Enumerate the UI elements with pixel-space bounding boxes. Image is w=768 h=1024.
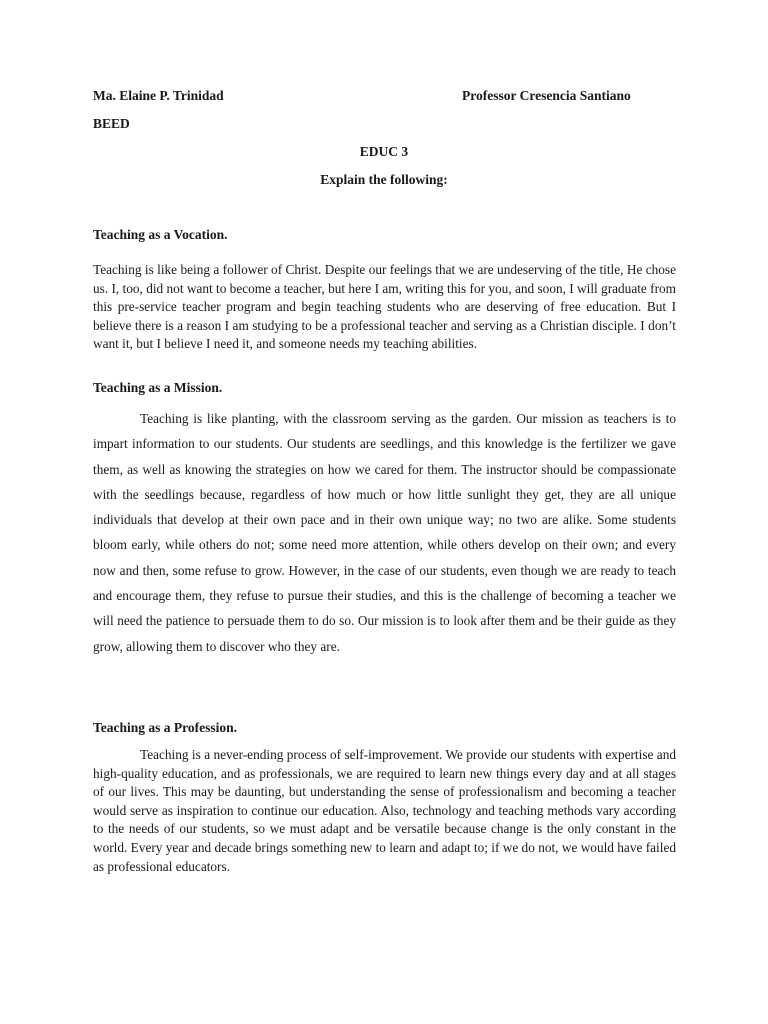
instruction-line: Explain the following: bbox=[320, 172, 448, 187]
student-name: Ma. Elaine P. Trinidad bbox=[93, 88, 224, 103]
course-title: EDUC 3 bbox=[359, 144, 409, 159]
section-body-profession: Teaching is a never-ending process of self-improvement. We provide our students with expertise and high-quality education, and as professionals, we are required to learn new things every day and at all stages of our lives. This may be daunting, but understanding the sense of professionalism and becoming a teacher would serve as inspiration to continue our education. Also, technology and teaching methods vary according to the needs of our students, so we must adapt and be versatile because change is the only constant in the world. Every year and decade brings something new to learn and adapt to; if we do not, we would have failed as professional educators. bbox=[93, 747, 676, 874]
section-heading-profession: Teaching as a Profession. bbox=[93, 720, 238, 735]
section-body-mission: Teaching is like planting, with the classroom serving as the garden. Our mission as teachers is to impart information to our students. Our students are seedlings, and this knowledge is the fertilizer we gave them, as well as knowing the strategies on how we cared for them. The instructor should be compassionate with the seedlings because, regardless of how much or how little sunlight they get, they are all unique individuals that develop at their own pace and in their own unique way; no two are alike. Some students bloom early, while others do not; some need more attention, while others develop on their own; and every now and then, some refuse to grow. However, in the case of our students, even though we are ready to teach and encourage them, they refuse to pursue their studies, and this is the challenge of becoming a teacher we will need the patience to persuade them to do so. Our mission is to look after them and be their guide as they grow, allowing them to discover who they are. bbox=[93, 411, 676, 654]
program-label: BEED bbox=[93, 116, 130, 131]
section-heading-vocation: Teaching as a Vocation. bbox=[93, 227, 228, 242]
section-body-vocation: Teaching is like being a follower of Christ. Despite our feelings that we are undeserving of the title, He chose us. I, too, did not want to become a teacher, but here I am, writing this for you, and soon, I will graduate from this pre-service teacher program and begin teaching students who are deserving of free education. But I believe there is a reason I am studying to be a professional teacher and serving as a Christian disciple. I don’t want it, but I believe I need it, and someone needs my teaching abilities. bbox=[93, 262, 676, 352]
professor-name: Professor Cresencia Santiano bbox=[462, 88, 631, 103]
section-heading-mission: Teaching as a Mission. bbox=[93, 380, 223, 395]
